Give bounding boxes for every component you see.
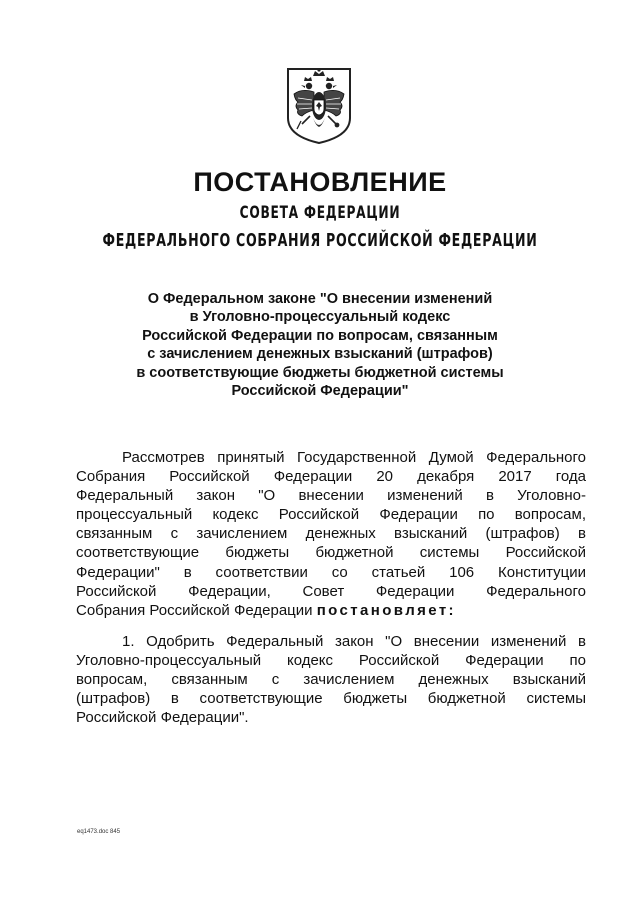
paragraph-line: соответствующие бюджеты бюджетной системы Российской (76, 544, 586, 562)
paragraph-line: Федерации" в соответствии со статьей 106 Конституции (76, 563, 586, 581)
paragraph-line: Российской Федерации, Совет Федерации Федерального (76, 582, 586, 600)
title-line: в соответствующие бюджеты бюджетной системы (136, 364, 504, 381)
paragraph-line: (штрафов) в соответствующие бюджеты бюджетной системы (76, 690, 586, 708)
paragraph-line: связанным с зачислением денежных взысканий (штрафов) в (76, 525, 586, 543)
title-line: О Федеральном законе "О внесении изменений (147, 291, 493, 307)
title-line: Российской Федерации по вопросам, связанным (142, 327, 498, 344)
preamble-paragraph (76, 448, 586, 620)
paragraph-line: Собрания Российской Федерации 20 декабря 2017 года (76, 468, 586, 486)
russian-coat-of-arms-icon (284, 66, 354, 146)
document-title (70, 290, 570, 400)
paragraph-line: Рассмотрев принятый Государственной Думой Федерального (122, 449, 586, 466)
file-reference: eq1473.doc 845 (77, 829, 121, 835)
paragraph-line: Российской Федерации". (76, 709, 249, 727)
paragraph-line: вопросам, связанным с зачислением денежных взысканий (76, 671, 586, 689)
paragraph-line: Федеральный закон "О внесении изменений в Уголовно- (76, 487, 586, 505)
issuing-body-line-1: СОВЕТА ФЕДЕРАЦИИ (239, 203, 401, 223)
resolution-item-1 (76, 632, 586, 727)
document-type-heading: ПОСТАНОВЛЕНИЕ (193, 167, 447, 197)
paragraph-line: 1. Одобрить Федеральный закон "О внесении изменений в (122, 633, 586, 650)
paragraph-line: процессуальный кодекс Российской Федерации по вопросам, (76, 506, 586, 524)
title-line: в Уголовно-процессуальный кодекс (189, 309, 451, 326)
paragraph-line: Уголовно-процессуальный кодекс Российской Федерации по (76, 652, 586, 670)
issuing-body-line-2: ФЕДЕРАЛЬНОГО СОБРАНИЯ РОССИЙСКОЙ ФЕДЕРАЦИИ (102, 230, 538, 251)
paragraph-last-line (76, 601, 586, 620)
decision-word: постановляет: (316, 601, 456, 619)
title-line: Российской Федерации" (231, 383, 409, 400)
paragraph-line-start: Собрания Российской Федерации (76, 601, 317, 619)
title-line: с зачислением денежных взысканий (штрафов) (147, 346, 493, 363)
